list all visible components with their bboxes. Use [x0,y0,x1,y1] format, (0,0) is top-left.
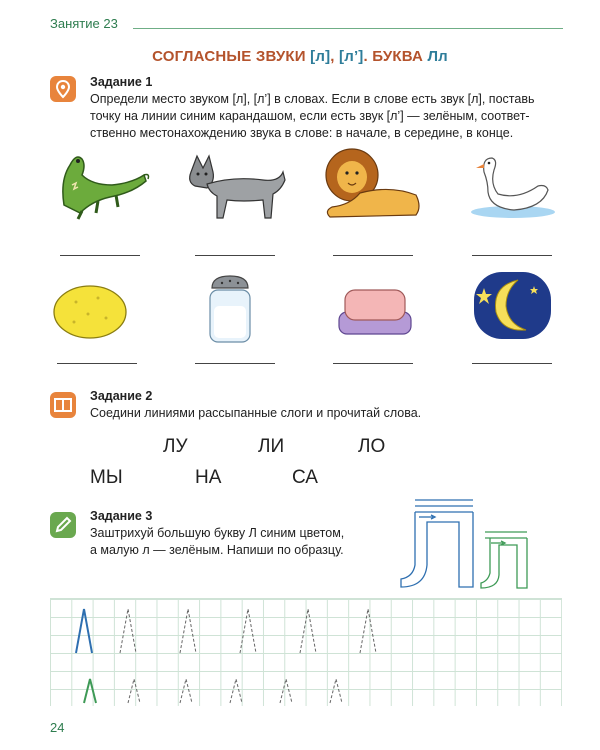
syllable-na[interactable]: НА [195,467,222,488]
syllable-my[interactable]: МЫ [90,467,123,488]
crocodile-picture [52,145,152,220]
location-pin-icon [50,76,76,102]
sample-letter-l [84,679,96,703]
answer-line-1[interactable] [60,255,140,256]
task1-line-2: точку на линии синим карандашом, если есть звук [л’] — зелёным, соответ- [90,109,530,123]
title-mid: . БУКВА [363,48,428,65]
swan-picture [468,150,558,220]
soap-picture [335,280,415,340]
title-prefix: СОГЛАСНЫЕ ЗВУКИ [152,48,311,65]
task2-text: Соедини линиями рассыпанные слоги и прочитай слова. [90,406,422,420]
answer-line-6[interactable] [195,363,275,364]
task1-line-3: ственно местонахождению звука в слове: в начале, в середине, в конце. [90,126,514,140]
syllable-lu[interactable]: ЛУ [163,436,188,457]
salt-shaker-picture [200,272,260,347]
title-sound-1: [л] [310,48,331,65]
moon-picture [470,268,555,343]
task3-line-1: Заштрихуй большую букву Л синим цветом, [90,526,345,540]
answer-line-3[interactable] [333,255,413,256]
task2-title: Задание 2 [90,389,153,403]
syllable-li[interactable]: ЛИ [258,436,285,457]
task3-title: Задание 3 [90,509,153,523]
lemon-picture [48,278,133,343]
syllable-sa[interactable]: СА [292,467,318,488]
title-letter: Лл [427,48,448,65]
answer-line-8[interactable] [472,363,552,364]
task1-line-1: Определи место звуком [л], [л’] в словах. Если в слове есть звук [л], поставь [90,92,535,106]
header-rule [133,28,563,29]
title-sep: , [330,48,340,65]
letter-l-outlines [395,495,555,595]
answer-line-4[interactable] [472,255,552,256]
title-sound-2: [л’] [339,48,364,65]
task1-title: Задание 1 [90,75,153,89]
sample-letter-L [76,609,92,653]
answer-line-5[interactable] [57,363,137,364]
pencil-icon [50,512,76,538]
writing-grid[interactable] [50,598,562,706]
syllable-lo[interactable]: ЛО [358,436,386,457]
page-title [0,48,600,65]
task3-line-2: а малую л — зелёным. Напиши по образцу. [90,543,344,557]
lion-picture [320,145,425,225]
book-icon [50,392,76,418]
page-number: 24 [50,720,65,735]
lesson-header: Занятие 23 [50,16,118,31]
wolf-picture [183,150,288,225]
answer-line-7[interactable] [333,363,413,364]
answer-line-2[interactable] [195,255,275,256]
